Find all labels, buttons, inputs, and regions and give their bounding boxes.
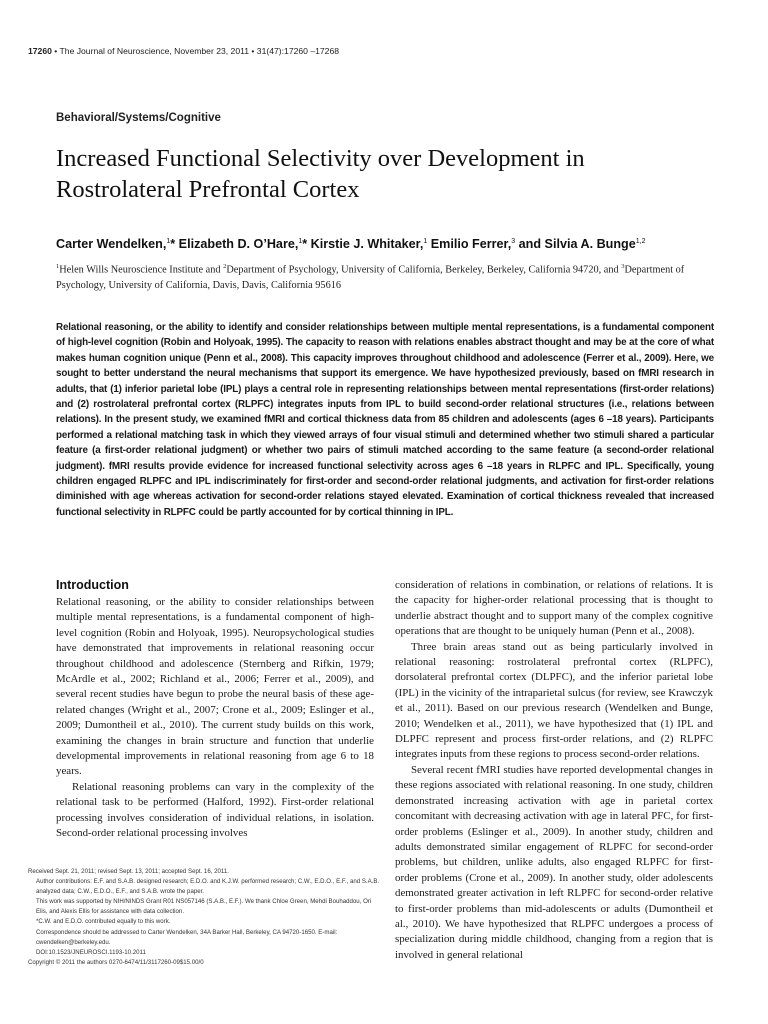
introduction-heading: Introduction (56, 578, 129, 592)
author-affiliation-mark: 1 (423, 237, 428, 245)
running-header (28, 46, 339, 56)
affiliation-mark: 1 (56, 263, 60, 270)
author-name: Emilio Ferrer, (430, 237, 512, 251)
author-contributions: Author contributions: E.F. and S.A.B. designed research; E.D.O. and K.J.W. performed research; C.W., E.D.O., E.F., and S.A.B. analyzed data; C.W., E.D.O., E.F., and S.A.B. wrote the paper. (36, 878, 380, 896)
author-affiliation-mark: 1,2 (635, 237, 646, 245)
affiliations (56, 259, 716, 294)
affiliation-text: Department of Psychology, University of California, Berkeley, Berkeley, California 94720, and (226, 264, 622, 276)
copyright: Copyright © 2011 the authors 0270-6474/11/3117260-09$15.00/0 (28, 958, 204, 966)
affiliation-mark: 3 (621, 263, 625, 270)
right-column (395, 578, 713, 963)
body-paragraph: Relational reasoning, or the ability to consider relationships between multiple mental representations, is a fundamental component of high-level cognition (Robin and Holyoak, 1995). Neuropsychological studies have demonstrated that improvements in relational reasoning occur throughout childhood and adolescence (Sternberg and Rifkin, 1979; McArdle et al., 2002; Richland et al., 2006; Ferrer et al., 2009), and several recent studies have begun to probe the neural basis of these age-related changes (Wright et al., 2007; Crone et al., 2009; Eslinger et al., 2009; Dumontheil et al., 2010). The current study builds on this work, examining the changes in brain structure and function that underlie developmental improvements in relational reasoning from age 6 to 18 years. (56, 596, 374, 778)
author-name: Carter Wendelken, (56, 237, 167, 251)
funding-note: This work was supported by NIH/NINDS Grant R01 NS057146 (S.A.B., E.F.). We thank Chloe Green, Mehdi Bouhaddou, Ori Elis, and Alexis Ellis for assistance with data collection. (36, 898, 372, 916)
doi: DOI:10.1523/JNEUROSCI.1193-10.2011 (36, 948, 146, 956)
abstract: Relational reasoning, or the ability to identify and consider relationships between multiple mental representations, is a fundamental component of high-level cognition (Robin and Holyoak, 1995). The capacity to reason with relations enables abstract thought and may be at the core of what makes human cognition unique (Penn et al., 2008). This capacity improves throughout childhood and adolescence (Ferrer et al., 2009). Here, we sought to better understand the neural mechanisms that support its emergence. We have hypothesized previously, based on fMRI research in adults, that (1) inferior parietal lobe (IPL) plays a central role in representing relationships between mental representations (first-order relations) and (2) rostrolateral prefrontal cortex (RLPFC) integrates inputs from IPL to build second-order relational structures (i.e., relations between relations). In the present study, we examined fMRI and cortical thickness data from 85 children and adolescents (ages 6 –18 years). Participants performed a relational matching task in which they viewed arrays of four visual stimuli and determined whether two stimuli shared a particular feature (a first-order relational judgment) or whether two pairs of stimuli matched according to the same feature (a second-order relational judgment). fMRI results provide evidence for increased functional selectivity across ages 6 –18 years in RLPFC and IPL. Specifically, young children engaged RLPFC and IPL indiscriminately for first-order and second-order relational judgments, and activation for first-order relations diminished with age whereas activation for second-order relations stayed elevated. Examination of cortical thickness revealed that increased functional selectivity in RLPFC could be partly accounted for by cortical thinning in IPL. (56, 322, 714, 518)
received-dates: Received Sept. 21, 2011; revised Sept. 13, 2011; accepted Sept. 16, 2011. (28, 868, 229, 875)
left-column (56, 578, 374, 842)
affiliation-text: Department of Psychology, University of California, Davis, Davis, California 95616 (56, 264, 685, 292)
equal-contribution-mark: * (170, 237, 176, 251)
author-name: Kirstie J. Whitaker, (310, 237, 424, 251)
body-paragraph: Relational reasoning problems can vary in the complexity of the relational task to be performed (Halford, 1992). First-order relational processing involves consideration of individual relations, in isolation. Second-order relational processing involves (56, 780, 374, 840)
section-tag: Behavioral/Systems/Cognitive (56, 112, 221, 124)
correspondence-note: Correspondence should be addressed to Carter Wendelken, 34A Barker Hall, Berkeley, CA 94720-1650. E-mail: cwendelken@berkeley.edu. (36, 928, 338, 946)
equal-contribution-mark: * (302, 237, 308, 251)
body-paragraph: Three brain areas stand out as being particularly involved in relational reasoning: rostrolateral prefrontal cortex (RLPFC), dorsolateral prefrontal cortex (DLPFC), and the inferior parietal lobe (IPL) in the vicinity of the intraparietal sulcus (for review, see Krawczyk et al., 2011). Based on our previous research (Wendelken and Bunge, 2010; Wendelken et al., 2011), we have hypothesized that (1) IPL and DLPFC represent and process first-order relations, and (2) RLPFC integrates inputs from these regions to process second-order relations. (395, 640, 713, 761)
author-list (56, 237, 736, 251)
body-paragraph: Several recent fMRI studies have reported developmental changes in these regions associated with relational reasoning. In one study, children demonstrated increasing activation with age in parietal cortex concomitant with decreasing activation with age in lateral PFC, for first-order problems (Eslinger et al., 2009). In another study, children and adults demonstrated similar engagement of RLPFC for second-order problems, but children, unlike adults, also engaged RLPFC for first-order problems (Crone et al., 2009). In another study, older adolescents demonstrated greater activation in left RLPFC for second-order relative to first-order problems than mid-adolescents or adults (Dumontheil et al., 2010). We have hypothesized that RLPFC undergoes a process of specialization during middle childhood, changing from a region that is involved in general relational (395, 763, 713, 961)
author-name: Elizabeth D. O’Hare, (178, 237, 299, 251)
author-affiliation-mark: 1 (298, 237, 303, 245)
affiliation-mark: 2 (223, 263, 227, 270)
body-paragraph: consideration of relations in combination, or relations of relations. It is the capacity for higher-order relational processing that is thought to underlie abstract thought and to support many of the complex cognitive operations that are thought to be uniquely human (Penn et al., 2008). (395, 579, 713, 638)
footnotes (28, 867, 380, 968)
author-affiliation-mark: 3 (511, 237, 516, 245)
journal-citation: • The Journal of Neuroscience, November 23, 2011 • 31(47):17260 –17268 (54, 46, 339, 56)
equal-contribution-note: *C.W. and E.D.O. contributed equally to this work. (36, 918, 171, 926)
affiliation-text: Helen Wills Neuroscience Institute and (59, 264, 224, 276)
article-title: Increased Functional Selectivity over Development in Rostrolateral Prefrontal Cortex (56, 145, 585, 203)
author-affiliation-mark: 1 (166, 237, 171, 245)
page-number: 17260 (28, 46, 52, 56)
author-name: and Silvia A. Bunge (518, 237, 636, 251)
